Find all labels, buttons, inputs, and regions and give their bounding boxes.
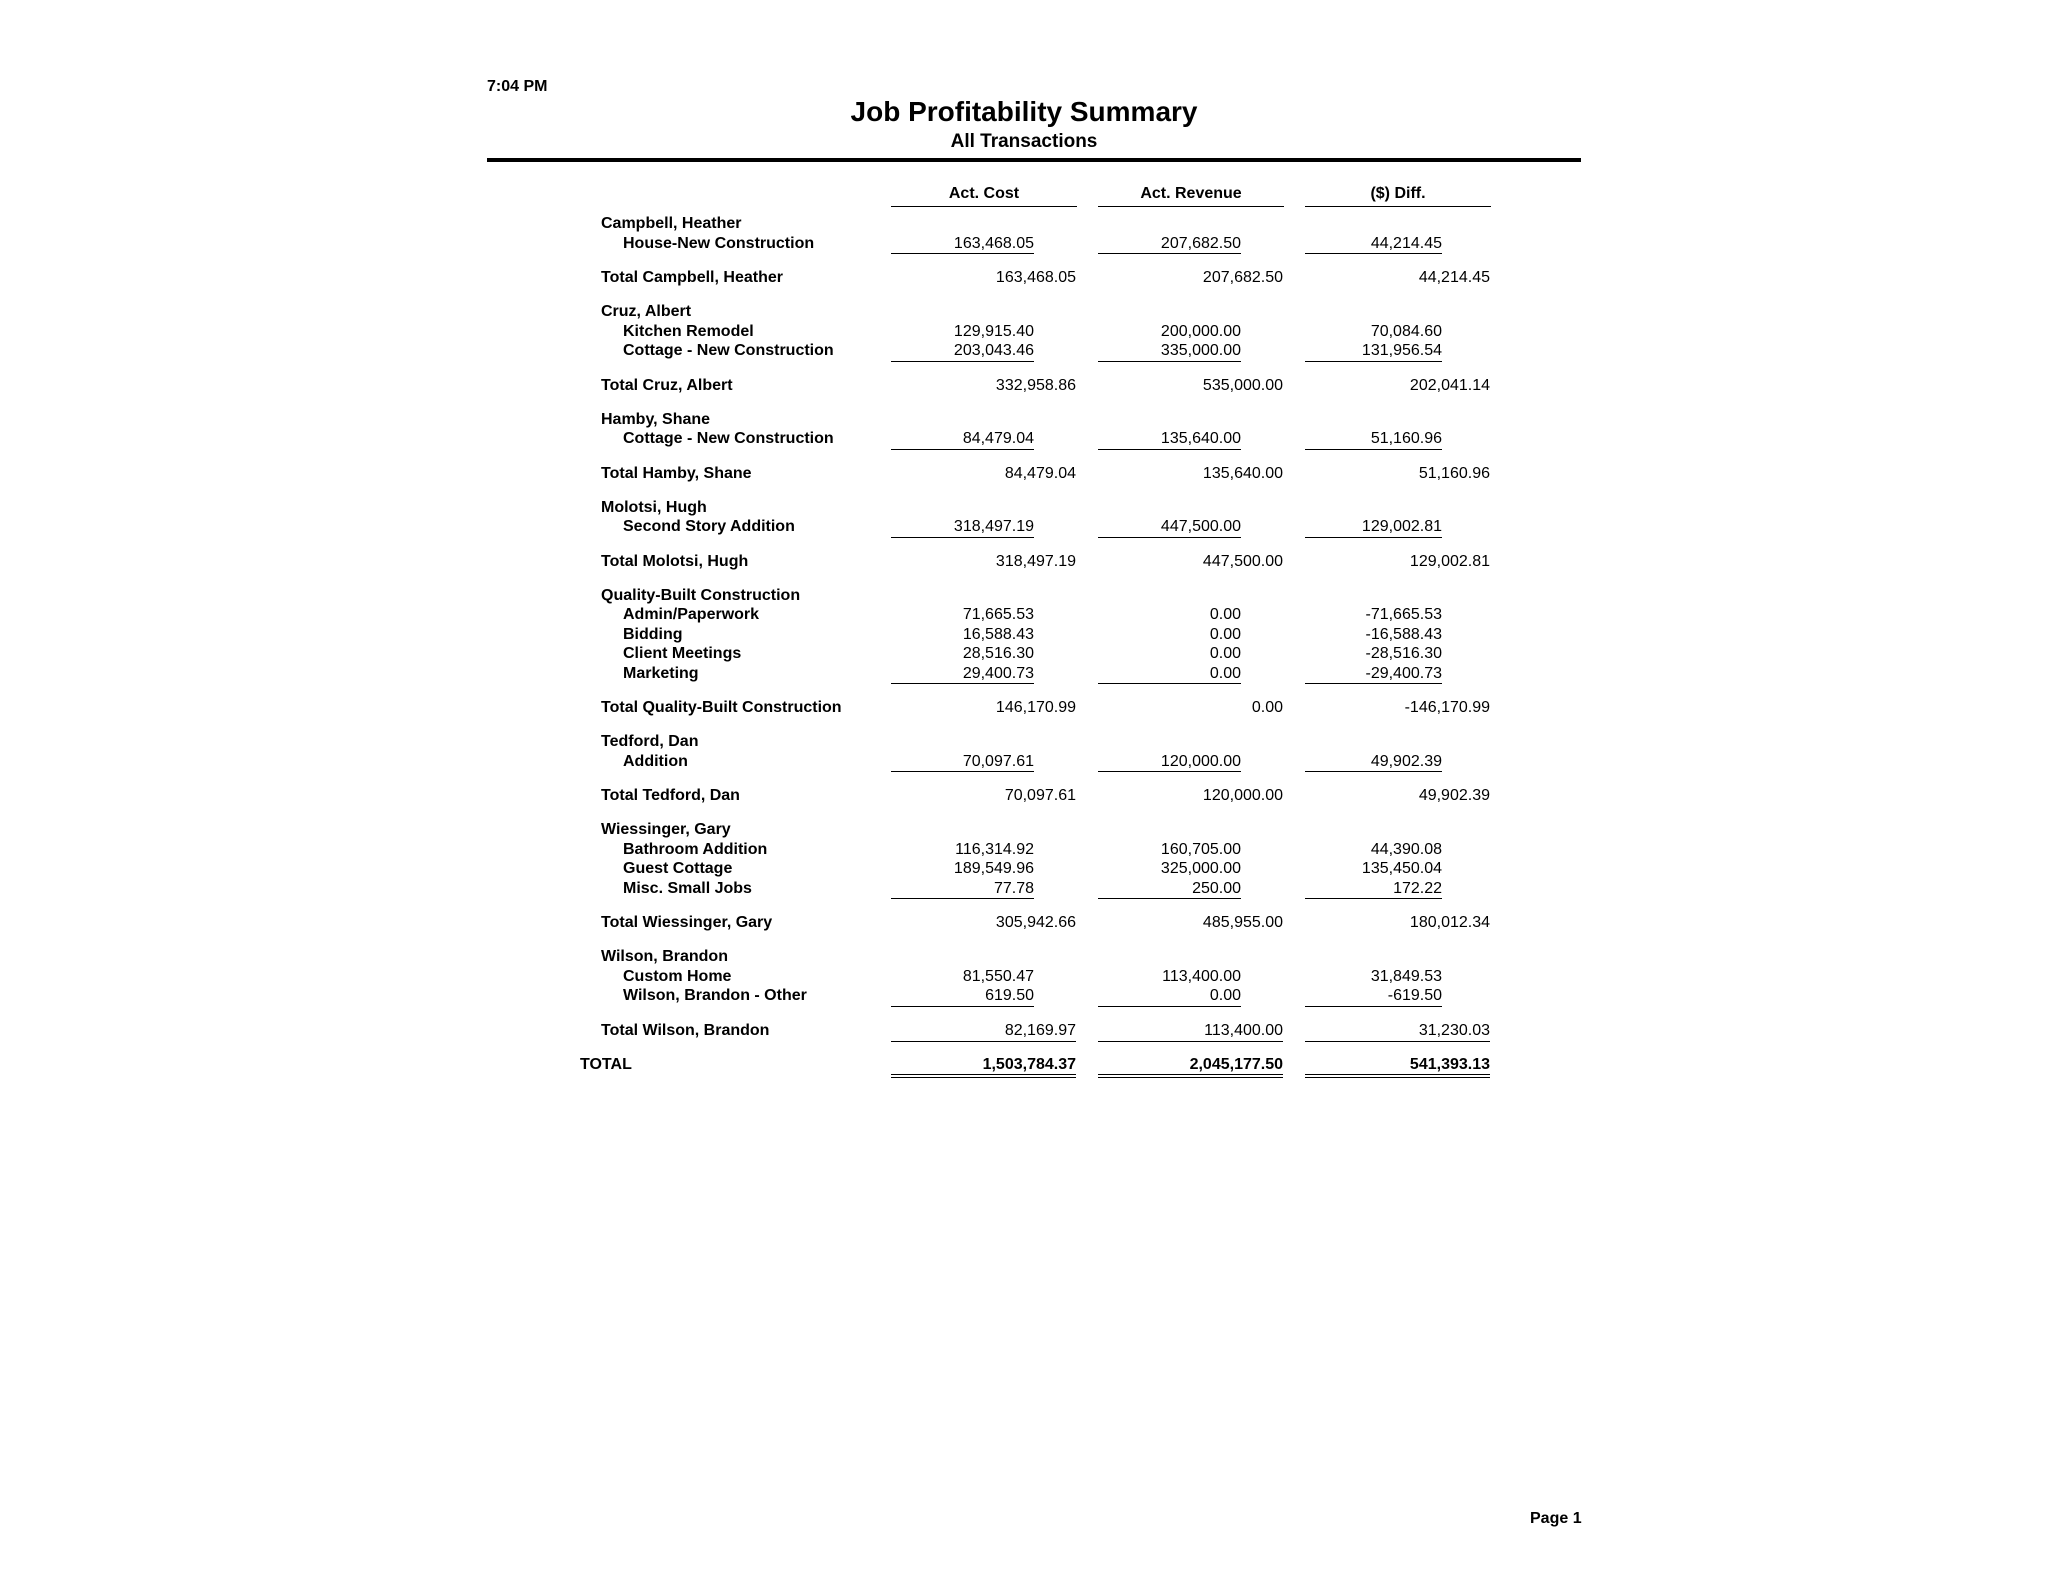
grand-total-row — [0, 1055, 2048, 1075]
job-diff: -619.50 — [1305, 986, 1442, 1007]
job-act-revenue: 325,000.00 — [1160, 860, 1241, 877]
total-act-revenue: 207,682.50 — [1202, 269, 1283, 286]
grand-total-act-cost: 1,503,784.37 — [891, 1055, 1076, 1079]
job-act-revenue: 335,000.00 — [1098, 341, 1241, 362]
job-act-cost: 84,479.04 — [891, 429, 1034, 450]
job-row — [0, 517, 2048, 537]
grand-total-act-revenue: 2,045,177.50 — [1098, 1055, 1283, 1079]
job-row — [0, 644, 2048, 664]
customer-name: Quality-Built Construction — [601, 586, 801, 604]
customer-total-label: Total Cruz, Albert — [601, 376, 733, 394]
customer-name: Wiessinger, Gary — [601, 821, 731, 838]
job-act-revenue: 0.00 — [1209, 606, 1241, 623]
row-gap — [0, 771, 2048, 786]
job-act-revenue: 447,500.00 — [1098, 517, 1241, 538]
customer-total-label: Total Wilson, Brandon — [601, 1021, 770, 1039]
grand-total-label: TOTAL — [580, 1055, 632, 1073]
customer-name: Wilson, Brandon — [601, 948, 728, 965]
job-act-revenue: 250.00 — [1098, 879, 1241, 900]
job-name: Cottage - New Construction — [623, 342, 834, 359]
total-act-revenue: 447,500.00 — [1202, 552, 1283, 570]
customer-total-label: Total Molotsi, Hugh — [601, 552, 749, 570]
job-name: Bidding — [623, 625, 683, 643]
total-diff: -146,170.99 — [1404, 699, 1490, 716]
job-diff: 49,902.39 — [1305, 752, 1442, 773]
report-subtitle: All Transactions — [950, 131, 1098, 152]
job-diff: 131,956.54 — [1305, 341, 1442, 362]
job-name: Kitchen Remodel — [623, 322, 754, 340]
total-act-revenue: 120,000.00 — [1202, 787, 1283, 804]
customer-row — [0, 410, 2048, 430]
row-gap — [0, 1006, 2048, 1021]
job-name: Misc. Small Jobs — [623, 879, 752, 897]
report-time: 7:04 PM — [487, 78, 548, 95]
job-act-revenue: 113,400.00 — [1162, 967, 1241, 985]
job-diff: 129,002.81 — [1305, 517, 1442, 538]
customer-total-row — [0, 698, 2048, 718]
customer-total-row — [0, 786, 2048, 806]
customer-total-row — [0, 268, 2048, 288]
job-diff: -71,665.53 — [1365, 606, 1442, 623]
report-title: Job Profitability Summary — [850, 96, 1198, 127]
total-diff: 49,902.39 — [1418, 787, 1490, 804]
customer-total-row — [0, 376, 2048, 396]
job-row — [0, 752, 2048, 772]
job-row — [0, 664, 2048, 684]
job-name: Cottage - New Construction — [623, 430, 834, 447]
job-name: Guest Cottage — [623, 860, 733, 877]
header-rule — [487, 158, 1581, 162]
job-act-revenue: 0.00 — [1098, 986, 1241, 1007]
job-diff: 44,214.45 — [1305, 234, 1442, 255]
customer-row — [0, 302, 2048, 322]
job-act-cost: 203,043.46 — [891, 341, 1034, 362]
row-gap — [0, 253, 2048, 268]
job-diff: -16,588.43 — [1365, 625, 1442, 643]
row-gap — [0, 537, 2048, 552]
job-diff: 44,390.08 — [1370, 840, 1442, 858]
job-act-revenue: 135,640.00 — [1098, 429, 1241, 450]
customer-row — [0, 820, 2048, 840]
job-diff: 135,450.04 — [1361, 860, 1442, 877]
row-gap — [0, 898, 2048, 913]
customer-total-label: Total Hamby, Shane — [601, 464, 752, 482]
job-row — [0, 986, 2048, 1006]
column-header-act-revenue: Act. Revenue — [1098, 185, 1284, 207]
row-gap — [0, 484, 2048, 498]
job-row — [0, 341, 2048, 361]
job-row — [0, 840, 2048, 860]
job-diff: 70,084.60 — [1370, 322, 1442, 340]
job-act-revenue: 0.00 — [1209, 645, 1241, 662]
customer-name: Tedford, Dan — [601, 733, 699, 750]
job-act-revenue: 160,705.00 — [1160, 840, 1241, 858]
total-act-revenue: 0.00 — [1251, 699, 1283, 716]
row-gap — [0, 806, 2048, 820]
row-gap — [0, 361, 2048, 376]
total-diff: 44,214.45 — [1418, 269, 1490, 286]
total-act-cost: 146,170.99 — [995, 699, 1076, 716]
job-act-revenue: 200,000.00 — [1160, 322, 1241, 340]
job-name: Second Story Addition — [623, 518, 795, 535]
job-act-revenue: 120,000.00 — [1098, 752, 1241, 773]
job-name: Custom Home — [623, 967, 732, 985]
job-row — [0, 429, 2048, 449]
job-row — [0, 967, 2048, 987]
customer-total-label: Total Wiessinger, Gary — [601, 914, 773, 931]
total-act-cost: 305,942.66 — [995, 914, 1076, 931]
job-row — [0, 859, 2048, 879]
job-name: Admin/Paperwork — [623, 606, 760, 623]
job-row — [0, 234, 2048, 254]
customer-name: Molotsi, Hugh — [601, 498, 707, 516]
job-name: Marketing — [623, 664, 699, 682]
total-act-cost: 70,097.61 — [1004, 787, 1076, 804]
job-act-revenue: 0.00 — [1209, 625, 1241, 643]
row-gap — [0, 396, 2048, 410]
job-row — [0, 879, 2048, 899]
total-act-cost: 332,958.86 — [995, 376, 1076, 394]
job-diff: 51,160.96 — [1305, 429, 1442, 450]
job-name: House-New Construction — [623, 234, 815, 252]
job-name: Wilson, Brandon - Other — [623, 987, 807, 1004]
total-diff: 51,160.96 — [1418, 464, 1490, 482]
total-diff: 180,012.34 — [1409, 914, 1490, 931]
customer-total-row — [0, 913, 2048, 933]
job-name: Client Meetings — [623, 645, 742, 662]
total-act-cost: 84,479.04 — [1004, 464, 1076, 482]
grand-total-diff: 541,393.13 — [1305, 1055, 1490, 1079]
customer-total-label: Total Tedford, Dan — [601, 787, 740, 804]
job-name: Addition — [623, 752, 688, 770]
total-diff: 31,230.03 — [1305, 1021, 1490, 1042]
job-act-revenue: 207,682.50 — [1098, 234, 1241, 255]
row-gap — [0, 1041, 2048, 1055]
job-act-cost: 81,550.47 — [962, 967, 1034, 985]
customer-row — [0, 586, 2048, 606]
customer-row — [0, 732, 2048, 752]
customer-row — [0, 947, 2048, 967]
job-act-cost: 29,400.73 — [891, 664, 1034, 685]
job-act-cost: 619.50 — [891, 986, 1034, 1007]
column-header-act-cost: Act. Cost — [891, 185, 1077, 207]
total-act-revenue: 535,000.00 — [1202, 376, 1283, 394]
job-row — [0, 605, 2048, 625]
job-act-cost: 163,468.05 — [891, 234, 1034, 255]
total-diff: 129,002.81 — [1409, 552, 1490, 570]
job-act-cost: 318,497.19 — [891, 517, 1034, 538]
report-body — [0, 214, 2048, 1074]
row-gap — [0, 683, 2048, 698]
column-header-diff: ($) Diff. — [1305, 185, 1491, 207]
total-act-cost: 318,497.19 — [995, 552, 1076, 570]
customer-total-row — [0, 464, 2048, 484]
job-diff: -29,400.73 — [1305, 664, 1442, 685]
total-act-revenue: 135,640.00 — [1202, 464, 1283, 482]
job-diff: -28,516.30 — [1365, 645, 1442, 662]
customer-row — [0, 498, 2048, 518]
job-act-cost: 129,915.40 — [953, 322, 1034, 340]
job-diff: 31,849.53 — [1370, 967, 1442, 985]
total-act-cost: 82,169.97 — [891, 1021, 1076, 1042]
customer-total-row — [0, 552, 2048, 572]
job-act-cost: 116,314.92 — [955, 840, 1034, 858]
customer-total-label: Total Quality-Built Construction — [601, 699, 842, 716]
job-act-revenue: 0.00 — [1098, 664, 1241, 685]
job-act-cost: 77.78 — [891, 879, 1034, 900]
row-gap — [0, 288, 2048, 302]
row-gap — [0, 449, 2048, 464]
customer-row — [0, 214, 2048, 234]
page-number: Page 1 — [1530, 1510, 1582, 1527]
job-name: Bathroom Addition — [623, 840, 768, 858]
job-diff: 172.22 — [1305, 879, 1442, 900]
row-gap — [0, 718, 2048, 732]
job-act-cost: 189,549.96 — [953, 860, 1034, 877]
job-act-cost: 70,097.61 — [891, 752, 1034, 773]
job-act-cost: 71,665.53 — [962, 606, 1034, 623]
job-row — [0, 625, 2048, 645]
total-act-revenue: 485,955.00 — [1202, 914, 1283, 931]
total-act-cost: 163,468.05 — [995, 269, 1076, 286]
customer-name: Cruz, Albert — [601, 303, 692, 320]
customer-name: Hamby, Shane — [601, 410, 711, 428]
customer-total-row — [0, 1021, 2048, 1041]
customer-total-label: Total Campbell, Heather — [601, 269, 783, 286]
customer-name: Campbell, Heather — [601, 215, 742, 232]
job-act-cost: 16,588.43 — [962, 625, 1034, 643]
row-gap — [0, 572, 2048, 586]
job-row — [0, 322, 2048, 342]
total-act-revenue: 113,400.00 — [1098, 1021, 1283, 1042]
total-diff: 202,041.14 — [1409, 376, 1490, 394]
row-gap — [0, 933, 2048, 947]
job-act-cost: 28,516.30 — [962, 645, 1034, 662]
